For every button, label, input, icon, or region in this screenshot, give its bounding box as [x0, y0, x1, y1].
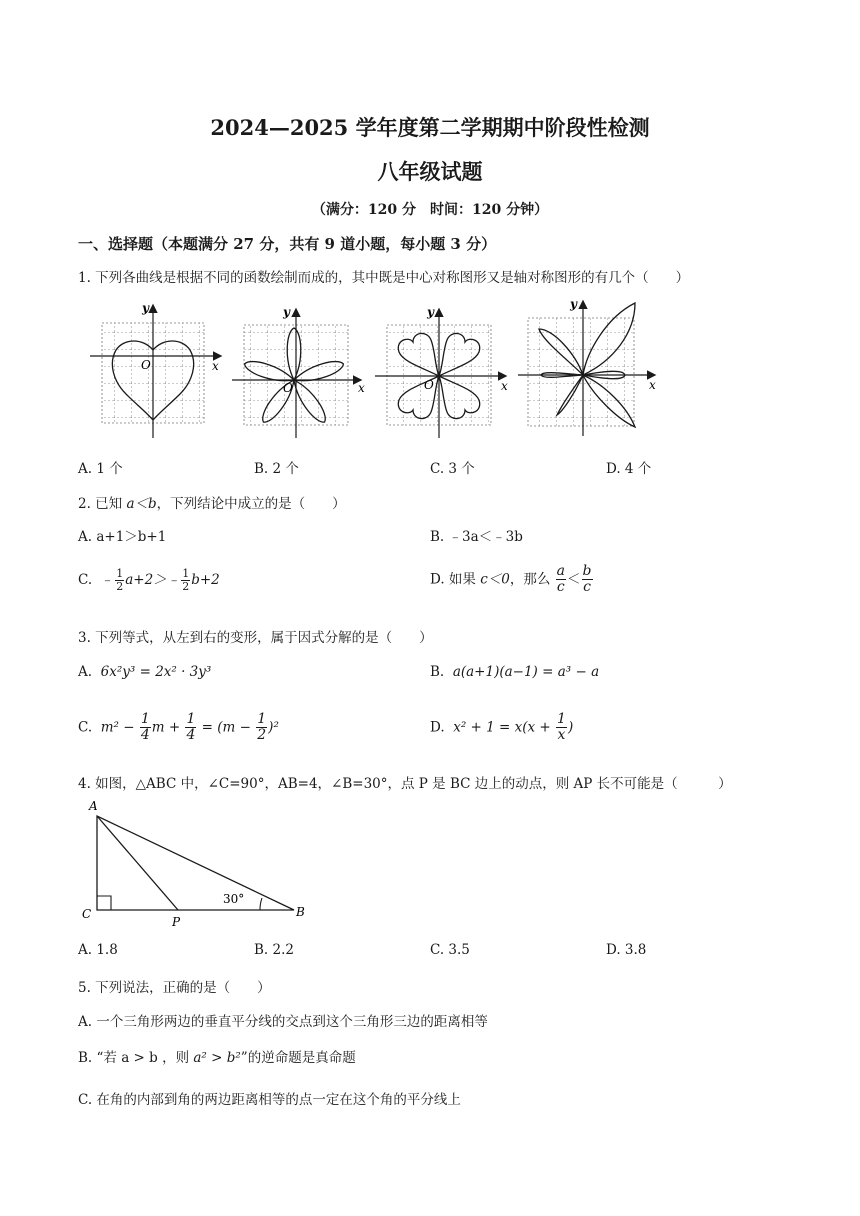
q5-option-b[interactable] [78, 1046, 356, 1066]
q3-option-c-frac3: $\frac{1}{2}$ [257, 711, 267, 744]
q2-option-d-frac-b: $\frac{b}{c}$ [582, 563, 592, 596]
q4-option-b[interactable]: B. 2.2 [254, 942, 294, 958]
angle-30-label: 30° [223, 892, 245, 906]
page-subtitle: 八年级试题 [377, 159, 483, 184]
q2-option-c[interactable] [78, 568, 220, 593]
q3-option-b-label: B. [430, 664, 445, 680]
q5-option-c[interactable]: C. 在角的内部到角的两边距离相等的点一定在这个角的平分线上 [78, 1092, 461, 1108]
svg-text:O: O [424, 378, 434, 392]
q2-option-d-lt: ＜ [567, 571, 581, 588]
q5-option-b-post: ”的逆命题是真命题 [240, 1050, 356, 1066]
q2-option-c-end: b+2 [191, 572, 220, 589]
question-4-stem: 4. 如图，△ABC 中，∠C=90°，AB=4，∠B=30°，点 P 是 BC 边上的动点，则 AP 长不可能是（ ） [78, 776, 732, 792]
q4-triangle-figure [80, 794, 320, 930]
q3-option-c-eq: = (m − [197, 719, 256, 736]
q2-option-a[interactable]: A. a+1＞b+1 [78, 529, 167, 545]
q2-option-c-mid: a+2＞﹣ [125, 572, 181, 589]
q3-option-d[interactable] [430, 712, 573, 744]
svg-text:O: O [283, 381, 293, 395]
q2-option-d-then: ，那么 [509, 571, 551, 588]
q1-option-b[interactable]: B. 2 个 [254, 461, 299, 477]
q3-option-d-end: ) [567, 719, 574, 736]
svg-text:x: x [358, 381, 365, 395]
q3-option-d-frac: $\frac{1}{x}$ [557, 711, 566, 744]
q4-option-a[interactable]: A. 1.8 [78, 942, 118, 958]
q1-option-c[interactable]: C. 3 个 [430, 461, 475, 477]
svg-text:y: y [142, 301, 149, 315]
q4-option-d[interactable]: D. 3.8 [606, 942, 647, 958]
figure-flower [232, 305, 365, 438]
vertex-b-label: B [296, 905, 305, 919]
q5-option-b-math: a² > b² [193, 1050, 241, 1066]
q3-option-b[interactable] [430, 664, 599, 680]
question-5-stem: 5. 下列说法，正确的是（ ） [78, 980, 271, 996]
question-1-stem: 1. 下列各曲线是根据不同的函数绘制而成的，其中既是中心对称图形又是轴对称图形的有几个（ ） [78, 270, 690, 286]
q2-option-d-label: D. 如果 [430, 571, 481, 588]
svg-text:x: x [212, 359, 219, 373]
q5-option-a[interactable]: A. 一个三角形两边的垂直平分线的交点到这个三角形三边的距离相等 [78, 1014, 488, 1030]
q5-option-b-pre: B. “若 a > b ，则 [78, 1050, 194, 1066]
q1-option-a[interactable]: A. 1 个 [78, 461, 123, 477]
q3-option-d-label: D. [430, 719, 445, 736]
exam-meta: （满分：120 分 时间：120 分钟） [311, 202, 549, 218]
q3-option-c-pre: m² − [100, 719, 139, 736]
svg-text:y: y [570, 298, 577, 311]
q2-stem-prefix: 2. 已知 [78, 496, 127, 512]
q1-figures [80, 298, 660, 443]
q3-option-c-frac1: $\frac{1}{4}$ [140, 711, 150, 744]
svg-text:y: y [283, 305, 290, 319]
q2-option-c-label: C. [78, 572, 93, 589]
q2-option-c-frac1: $\frac{1}{2}$ [116, 567, 124, 594]
vertex-c-label: C [82, 907, 92, 921]
q2-option-d-condition: c＜0 [480, 571, 510, 588]
svg-text:x: x [649, 378, 656, 392]
q3-option-c-frac2: $\frac{1}{4}$ [186, 711, 196, 744]
section-title: 一、选择题（本题满分 27 分，共有 9 道小题，每小题 3 分） [78, 235, 497, 253]
q2-option-d[interactable] [430, 564, 594, 596]
question-2-stem [78, 492, 346, 512]
q2-stem-condition: a＜b [126, 496, 157, 512]
q3-option-a-expr: 6x²y³ = 2x² · 3y³ [100, 664, 212, 680]
q3-option-a[interactable] [78, 664, 211, 680]
q3-option-c-label: C. [78, 719, 93, 736]
question-3-stem: 3. 下列等式，从左到右的变形，属于因式分解的是（ ） [78, 630, 433, 646]
point-p-label: P [172, 915, 181, 929]
q4-option-c[interactable]: C. 3.5 [430, 942, 470, 958]
figure-heart [90, 301, 220, 438]
q3-option-d-pre: x² + 1 = x(x + [453, 719, 556, 736]
q2-option-c-frac2: $\frac{1}{2}$ [182, 567, 190, 594]
page-title: 2024—2025 学年度第二学期期中阶段性检测 [210, 115, 650, 140]
q3-option-c[interactable] [78, 712, 279, 744]
vertex-a-label: A [89, 799, 98, 813]
svg-text:y: y [427, 305, 434, 319]
q3-option-c-mid: m + [151, 719, 185, 736]
q2-option-c-minus: ﹣ [100, 572, 115, 589]
svg-text:O: O [141, 358, 151, 372]
q2-option-d-frac-a: $\frac{a}{c}$ [556, 563, 566, 596]
figure-clover [375, 305, 508, 438]
svg-text:x: x [501, 379, 508, 393]
q2-option-b[interactable]: B. ﹣3a＜﹣3b [430, 529, 523, 545]
q3-option-b-expr: a(a+1)(a−1) = a³ − a [452, 664, 600, 680]
figure-leaves [518, 298, 656, 436]
q3-option-c-end: )² [268, 719, 279, 736]
q2-stem-suffix: ，下列结论中成立的是（ ） [156, 496, 346, 512]
q3-option-a-label: A. [78, 664, 93, 680]
q1-option-d[interactable]: D. 4 个 [606, 461, 652, 477]
